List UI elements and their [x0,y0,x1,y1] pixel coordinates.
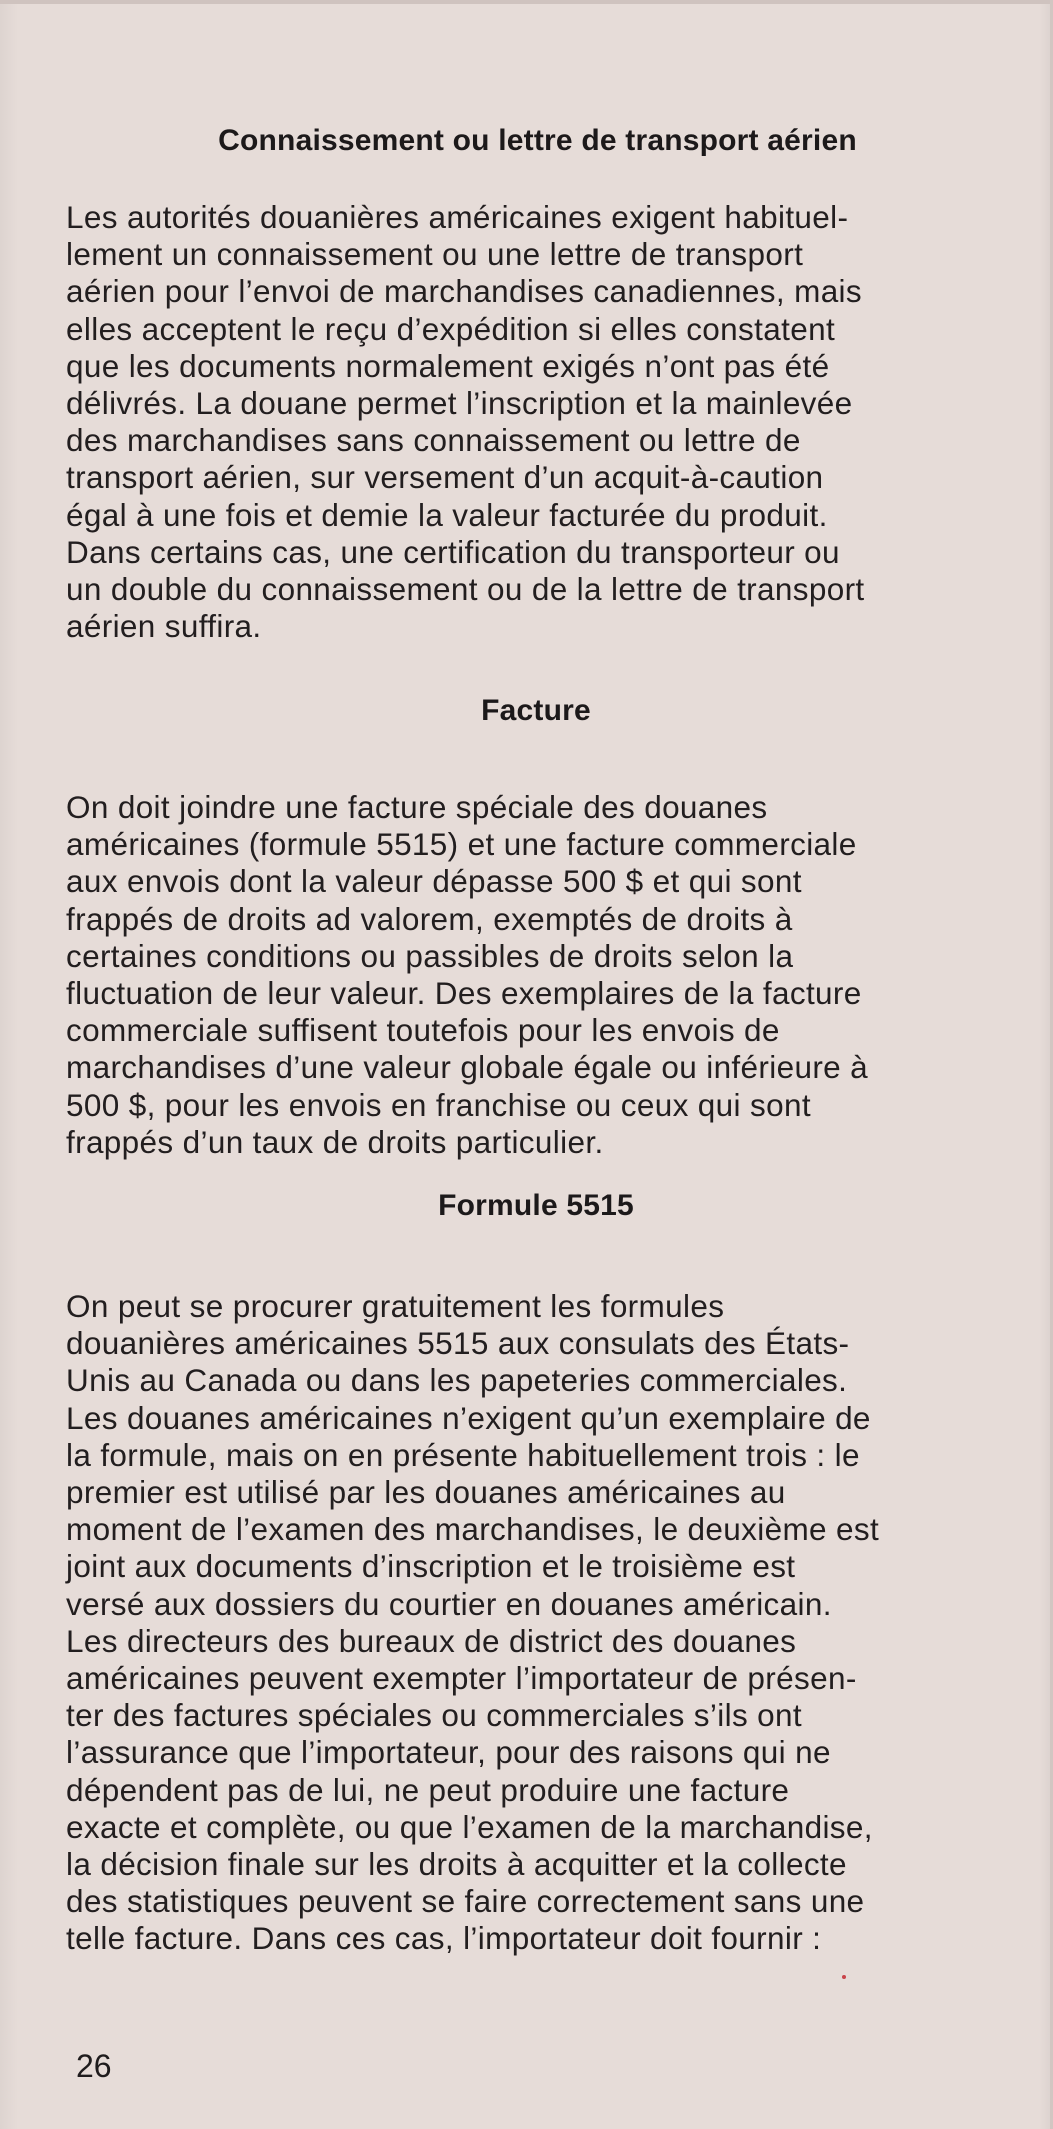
text-line: aérien suffira. [66,608,262,645]
page-top-edge [0,0,1053,4]
section-paragraph [66,1288,1006,1958]
text-line: ter des factures spéciales ou commerciales s’ils ont [66,1697,802,1734]
text-line: certaines conditions ou passibles de droits selon la [66,937,794,974]
text-line: Dans certains cas, une certification du transporteur ou [66,533,840,570]
text-line: un double du connaissement ou de la lettre de transport [66,571,865,608]
text-line: marchandises d’une valeur globale égale ou inférieure à [66,1049,869,1086]
section-paragraph [66,199,1006,645]
text-line: elles acceptent le reçu d’expédition si elles constatent [66,310,836,347]
text-line: délivrés. La douane permet l’inscription et la mainlevée [66,385,853,422]
text-line: commerciale suffisent toutefois pour les envois de [66,1012,780,1049]
section-bill-of-lading [66,123,1006,645]
text-line: aux envois dont la valeur dépasse 500 $ et qui sont [66,863,802,900]
text-line: la formule, mais on en présente habituellement trois : le [66,1436,860,1473]
text-line: américaines peuvent exempter l’importateur de présen- [66,1660,857,1697]
text-line: 500 $, pour les envois en franchise ou ceux qui sont [66,1086,811,1123]
text-line: On doit joindre une facture spéciale des douanes [66,789,768,825]
text-line: Les autorités douanières américaines exigent habituel- [66,199,849,235]
text-line: douanières américaines 5515 aux consulats des États- [66,1325,850,1362]
text-line: On peut se procurer gratuitement les formules [66,1288,725,1324]
text-line: Les directeurs des bureaux de district des douanes [66,1622,797,1659]
page-number: 26 [76,2048,112,2084]
text-line: frappés d’un taux de droits particulier. [66,1123,604,1160]
text-line: exacte et complète, ou que l’examen de la marchandise, [66,1808,873,1845]
text-line: l’assurance que l’importateur, pour des raisons qui ne [66,1734,831,1771]
text-line: Unis au Canada ou dans les papeteries commerciales. [66,1362,848,1399]
text-line: égal à une fois et demie la valeur facturée du produit. [66,496,828,533]
text-line: des marchandises sans connaissement ou lettre de [66,422,801,459]
text-line: que les documents normalement exigés n’ont pas été [66,347,830,384]
text-line: la décision finale sur les droits à acquitter et la collecte [66,1846,847,1883]
text-line: américaines (formule 5515) et une facture commerciale [66,826,857,863]
section-form-5515 [66,1188,1006,1958]
print-speck [842,1975,846,1979]
text-line: Les douanes américaines n’exigent qu’un exemplaire de [66,1399,871,1436]
text-line: premier est utilisé par les douanes américaines au [66,1474,786,1511]
text-line: joint aux documents d’inscription et le troisième est [66,1548,796,1585]
text-line: telle facture. Dans ces cas, l’importateur doit fournir : [66,1920,822,1957]
text-line: des statistiques peuvent se faire correctement sans une [66,1883,865,1920]
text-line: aérien pour l’envoi de marchandises canadiennes, mais [66,273,863,310]
text-line: moment de l’examen des marchandises, le deuxième est [66,1511,880,1548]
text-line: versé aux dossiers du courtier en douanes américain. [66,1585,832,1622]
section-heading: Connaissement ou lettre de transport aérien [218,124,857,157]
text-line: lement un connaissement ou une lettre de transport [66,236,804,273]
section-heading: Formule 5515 [438,1189,634,1222]
section-invoice [66,693,1006,1161]
text-line: transport aérien, sur versement d’un acquit-à-caution [66,459,824,496]
section-heading: Facture [481,694,591,727]
text-line: fluctuation de leur valeur. Des exemplaires de la facture [66,975,862,1012]
section-paragraph [66,789,1006,1161]
text-line: dépendent pas de lui, ne peut produire une facture [66,1771,790,1808]
text-line: frappés de droits ad valorem, exemptés de droits à [66,900,793,937]
